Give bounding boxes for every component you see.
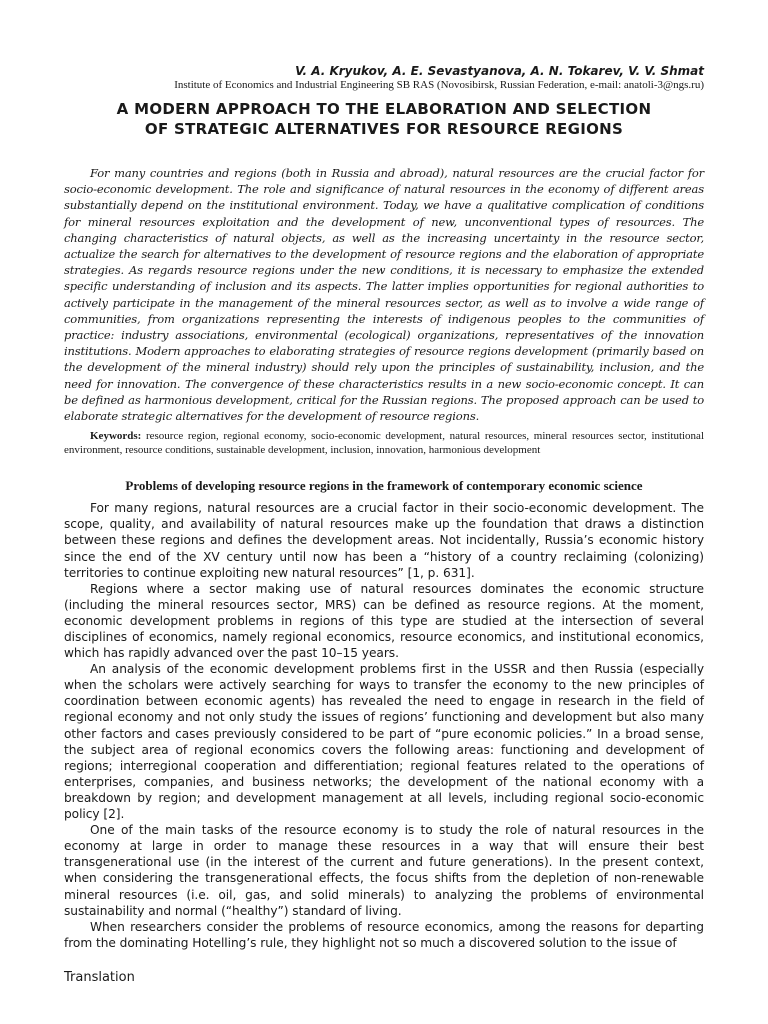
keywords-text: resource region, regional economy, socio-economic development, natural resources, mineral resources sector, institutional environment, resource conditions, sustainable development, inclusion, innovation, harmonious development — [64, 430, 704, 456]
paragraph: An analysis of the economic development problems first in the USSR and then Russia (especially when the scholars were actively searching for ways to transfer the economy to the new principles of coordination between economic agents) has revealed the need to engage in research in the field of regional economy and not only study the issues of regions’ functioning and development but also many other factors and cases previously considered to be part of “pure economic policies.” In a broad sense, the subject area of regional economics covers the following areas: functioning and development of regions; interregional cooperation and differentiation; regional features related to the operations of enterprises, companies, and business networks; the development of the national economy with a breakdown by region; and development management at all levels, including regional socio-economic policy [2]. — [64, 662, 704, 822]
title-line-1: A MODERN APPROACH TO THE ELABORATION AND SELECTION — [116, 100, 652, 118]
footer-label: Translation — [64, 970, 135, 985]
section-heading: Problems of developing resource regions in the framework of contemporary economic science — [125, 478, 643, 494]
abstract: For many countries and regions (both in Russia and abroad), natural resources are the crucial factor for socio-economic development. The role and significance of natural resources in the economy of different areas substantially depend on the institutional environment. Today, we have a qualitative complication of conditions for mineral resources exploitation and the development of new, unconventional types of resources. The changing characteristics of natural objects, as well as the increasing uncertainty in the resource sector, actualize the search for alternatives to the development of resource regions and the elaboration of appropriate strategies. As regards resource regions under the new conditions, it is necessary to emphasize the extended specific understanding of inclusion and its aspects. The latter implies opportunities for regional authorities to actively participate in the management of the mineral resources sector, as well as to involve a wide range of communities, from organizations representing the interests of indigenous peoples to the communities of practice: industry associations, environmental (ecological) organizations, representatives of the innovation institutions. Modern approaches to elaborating strategies of resource regions development (primarily based on the development of the mineral industry) should rely upon the principles of sustainability, inclusion, and the need for innovation. The convergence of these characteristics results in a new socio-economic concept. It can be defined as harmonious development, critical for the Russian regions. The proposed approach can be used to elaborate strategic alternatives for the development of resource regions. — [64, 166, 704, 424]
article — [64, 64, 704, 951]
article-title — [64, 99, 704, 139]
keywords — [64, 430, 704, 457]
paragraph: When researchers consider the problems of resource economics, among the reasons for departing from the dominating Hotelling’s rule, they highlight not so much a discovered solution to the issue of — [64, 919, 704, 950]
paragraph: Regions where a sector making use of natural resources dominates the economic structure (including the mineral resources sector, MRS) can be defined as resource regions. At the moment, economic development problems in regions of this type are studied at the intersection of several disciplines of economics, namely regional economics, resource economics, and institutional economics, which has rapidly advanced over the past 10–15 years. — [64, 581, 704, 661]
title-line-2: OF STRATEGIC ALTERNATIVES FOR RESOURCE REGIONS — [144, 120, 624, 138]
keywords-label: Keywords: — [90, 430, 142, 443]
authors: V. A. Kryukov, A. E. Sevastyanova, A. N. Tokarev, V. V. Shmat — [295, 64, 704, 78]
affiliation: Institute of Economics and Industrial Engineering SB RAS (Novosibirsk, Russian Federation, e-mail: anatoli-3@ngs.ru) — [174, 79, 704, 91]
paragraph: One of the main tasks of the resource economy is to study the role of natural resources in the economy at large in order to manage these resources in a way that will ensure their best transgenerational use (in the interest of the current and future generations). In the present context, when considering the transgenerational effects, the focus shifts from the depletion of non-renewable mineral resources (i.e. oil, gas, and solid minerals) to analyzing the problems of environmental sustainability and normal (“healthy”) standard of living. — [64, 823, 704, 918]
section-body — [64, 500, 704, 951]
paragraph: For many regions, natural resources are a crucial factor in their socio-economic development. The scope, quality, and availability of natural resources make up the foundation that draws a distinction between these regions and defines the development areas. Not incidentally, Russia’s economic history since the end of the XV century until now has been a “history of a country reclaiming (colonizing) territories to continue exploiting new natural resources” [1, p. 631]. — [64, 501, 704, 580]
